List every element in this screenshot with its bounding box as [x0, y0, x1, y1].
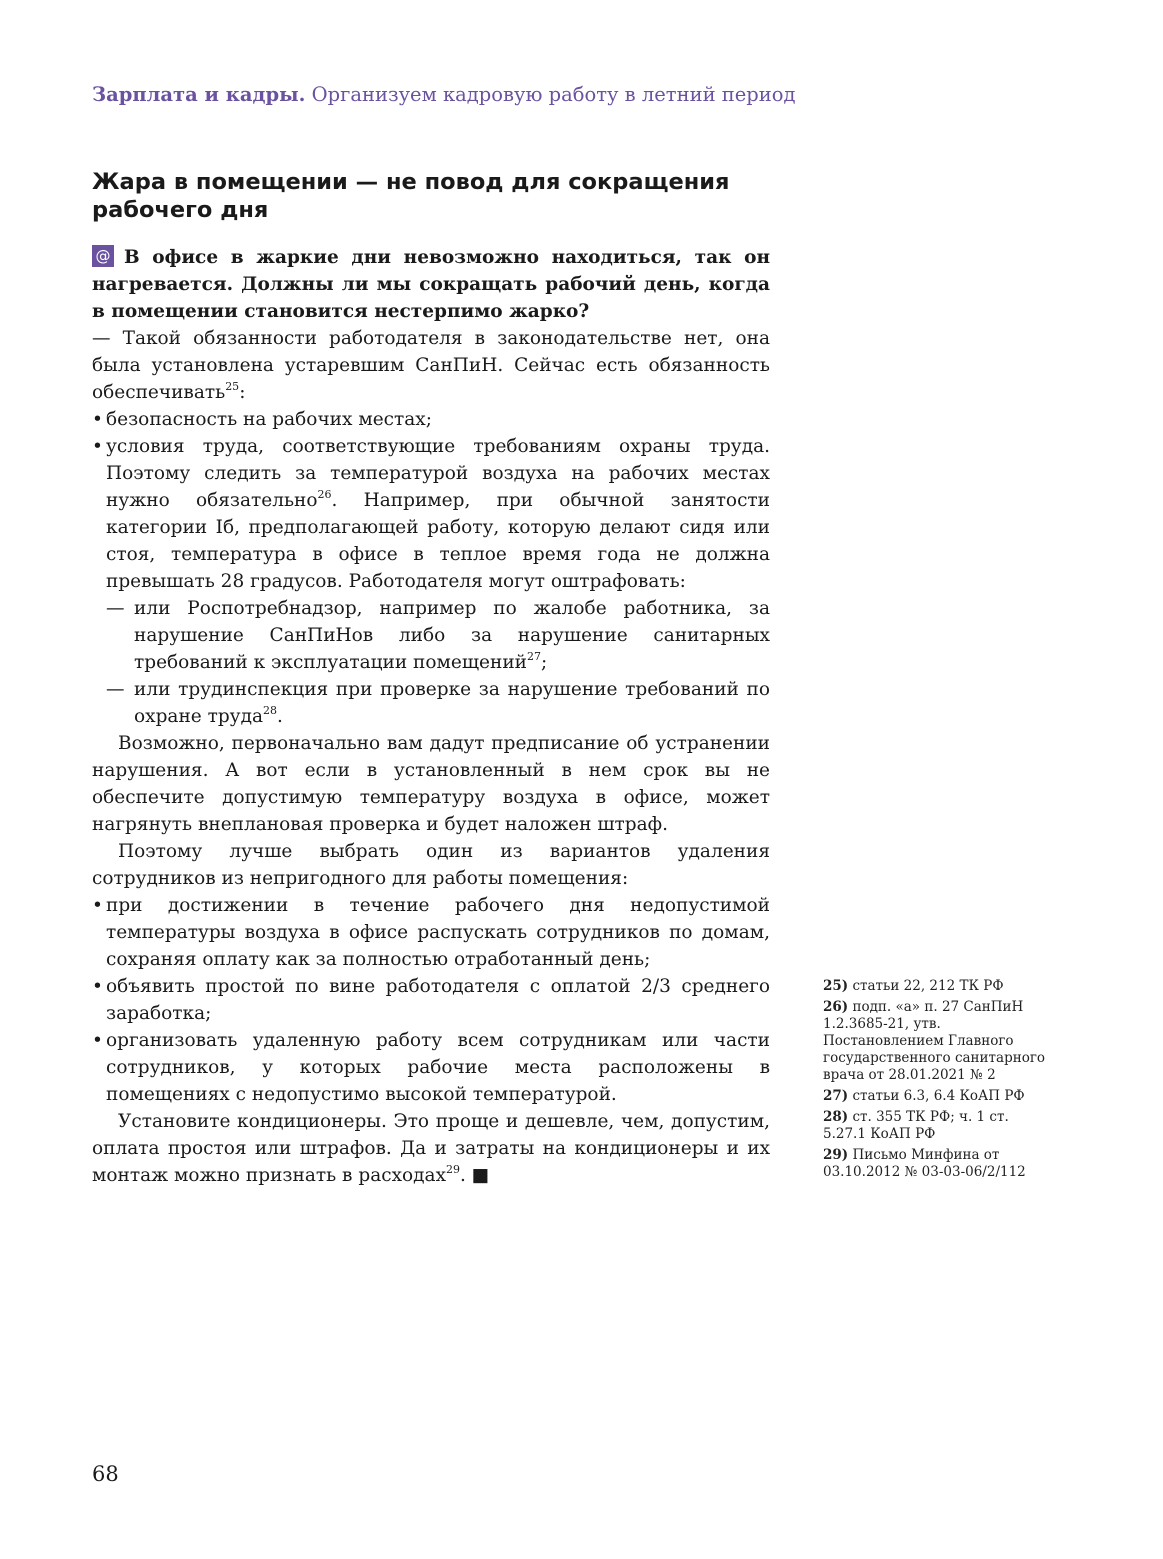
paragraph: Возможно, первоначально вам дадут предписание об устранении нарушения. А вот если в установленный в нем срок вы не обеспечите допустимую температуру воздуха в офисе, может нагрянуть внеплановая проверка и будет наложен штраф.: [92, 733, 770, 835]
email-question-icon: @: [92, 245, 114, 267]
list-item: • организовать удаленную работу всем сотрудникам или части сотрудников, у которых рабочие места расположены в помещениях с недопустимо высокой температурой.: [92, 1027, 770, 1108]
footnote-ref: 28: [263, 704, 277, 717]
options-list: [92, 892, 770, 1108]
running-head: [92, 83, 852, 106]
question-text: В офисе в жаркие дни невозможно находиться, так он нагревается. Должны ли мы сокращать рабочий день, когда в помещении становится нестерпимо жарко?: [92, 247, 770, 322]
question: [92, 244, 770, 325]
section-subtitle: Организуем кадровую работу в летний период: [311, 83, 796, 106]
section-name: Зарплата и кадры.: [92, 83, 306, 106]
footnotes: [823, 978, 1053, 1185]
page-number: 68: [92, 1462, 119, 1486]
list-item: • при достижении в течение рабочего дня недопустимой температуры воздуха в офисе распускать сотрудников по домам, сохраняя оплату как за полностью отработанный день;: [92, 892, 770, 973]
article-title: Жара в помещении — не повод для сокращения рабочего дня: [92, 169, 730, 223]
answer-intro: — Такой обязанности работодателя в законодательстве нет, она была установлена устаревшим СанПиН. Сейчас есть обязанность обеспечивать$^{25}$:: [92, 328, 770, 403]
list-item: — или трудинспекция при проверке за нарушение требований по охране труда$^{28}$.: [92, 676, 770, 730]
list-item: • условия труда, соответствующие требованиям охраны труда. Поэтому следить за температурой воздуха на рабочих местах нужно обязательно$^{26}$. Например, при обычной занятости категории Iб, предполагающей работу, которую делают сидя или стоя, температура в офисе в теплое время года не должна превышать 28 градусов. Работодателя могут оштрафовать:: [92, 433, 770, 595]
paragraph: Поэтому лучше выбрать один из вариантов удаления сотрудников из непригодного для работы помещения:: [92, 841, 770, 889]
paragraph: Установите кондиционеры. Это проще и дешевле, чем, допустим, оплата простоя или штрафов. Да и затраты на кондиционеры и их монтаж можно признать в расходах$^{29}$. ■: [92, 1111, 770, 1186]
footnote-ref: 27: [527, 650, 541, 663]
footnote-ref: 29: [446, 1163, 461, 1176]
list-item: — или Роспотребнадзор, например по жалобе работника, за нарушение СанПиНов либо за нарушение санитарных требований к эксплуатации помещений$^{27}$;: [92, 595, 770, 676]
footnote: 28) ст. 355 ТК РФ; ч. 1 ст. 5.27.1 КоАП РФ: [823, 1109, 1009, 1142]
footnote: 25) статьи 22, 212 ТК РФ: [823, 978, 1004, 994]
list-item: • объявить простой по вине работодателя с оплатой 2/3 среднего заработка;: [92, 973, 770, 1027]
footnote: 29) Письмо Минфина от 03.10.2012 № 03-03-06/2/112: [823, 1147, 1026, 1180]
obligations-list: [92, 406, 770, 595]
end-mark: ■: [471, 1165, 490, 1186]
footnote-ref: 26: [317, 488, 332, 501]
footnote: 26) подп. «а» п. 27 СанПиН 1.2.3685-21, утв. Постановлением Главного государственного санитарного врача от 28.01.2021 № 2: [823, 999, 1046, 1083]
footnote: 27) статьи 6.3, 6.4 КоАП РФ: [823, 1088, 1025, 1104]
list-item: • безопасность на рабочих местах;: [92, 406, 770, 433]
fines-list: [92, 595, 770, 730]
footnote-ref: 25: [225, 380, 240, 393]
article-body: [92, 244, 770, 1189]
